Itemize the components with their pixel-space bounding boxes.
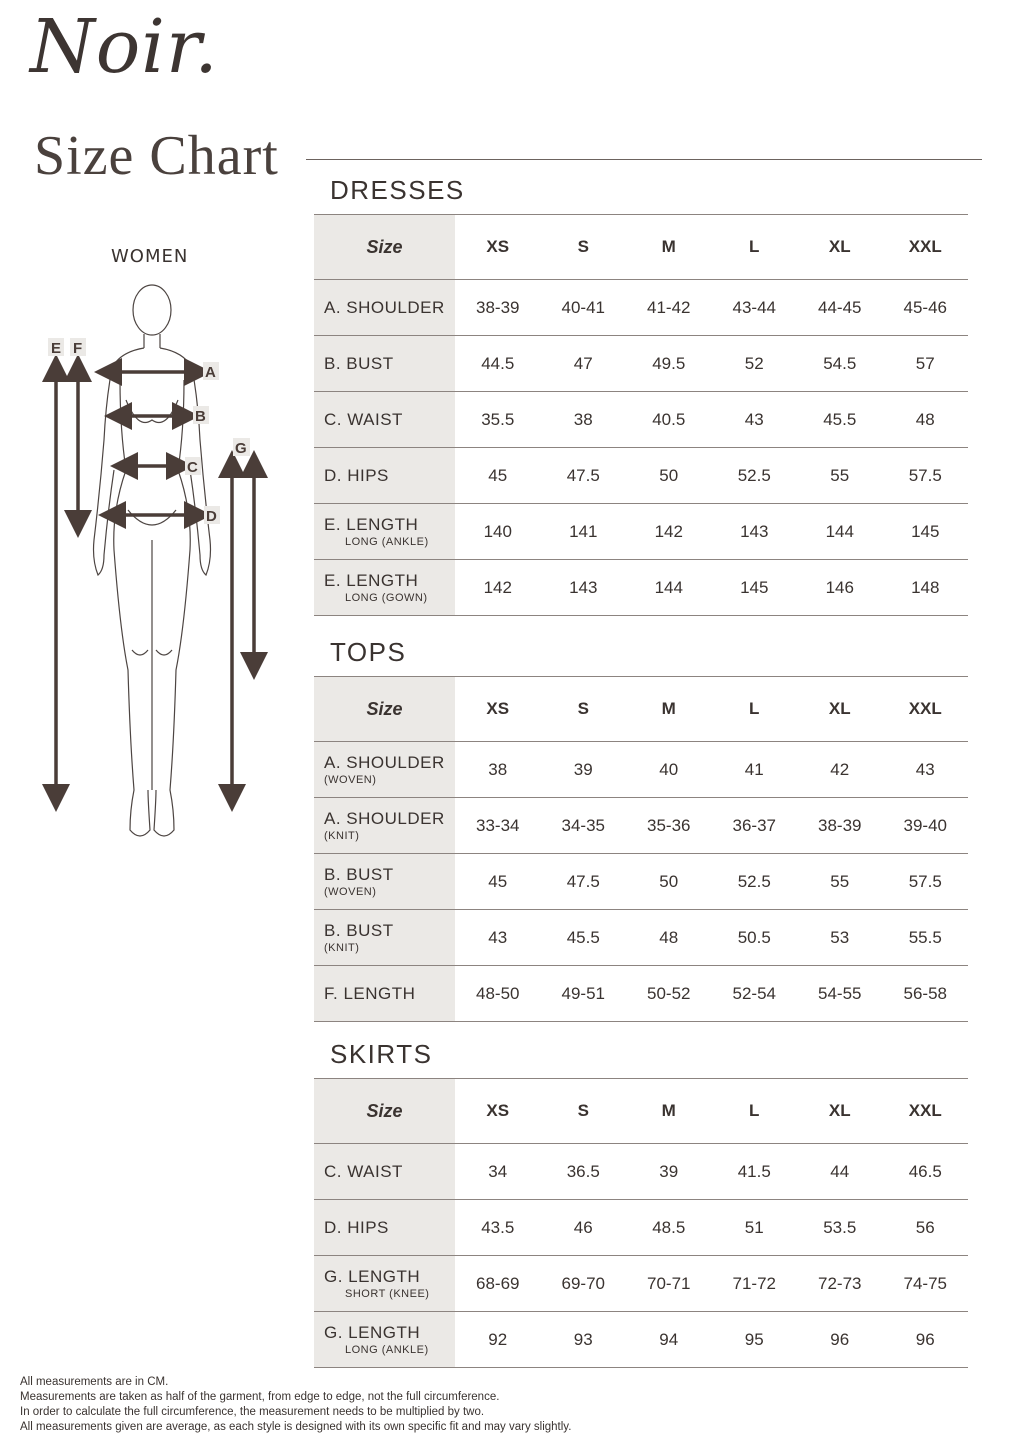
row-label [314,392,455,448]
row-label [314,910,455,966]
row-label [314,1144,455,1200]
dresses-table [314,214,968,616]
cell: 52.5 [712,854,798,910]
cell: 46.5 [883,1144,969,1200]
cell: 41-42 [626,280,712,336]
cell: 43 [455,910,541,966]
table-row [314,798,968,854]
section-title-dresses: DRESSES [330,175,465,205]
cell: 39 [626,1144,712,1200]
cell: 41.5 [712,1144,798,1200]
measure-label: B. BUST [324,865,394,884]
footnote-line: All measurements given are average, as each style is designed with its own specific fit and may vary slightly. [20,1421,572,1433]
cell: 45.5 [541,910,627,966]
cell: 95 [712,1312,798,1368]
col-xs: XS [455,1079,541,1144]
cell: 45 [455,854,541,910]
cell: 145 [712,560,798,616]
cell: 38 [541,392,627,448]
col-m: M [626,677,712,742]
cell: 41 [712,742,798,798]
measure-label: G. LENGTH [324,1267,421,1286]
row-label [314,742,455,798]
col-s: S [541,1079,627,1144]
cell: 68-69 [455,1256,541,1312]
footnotes [20,1375,571,1435]
cell: 39-40 [883,798,969,854]
col-xs: XS [455,677,541,742]
marker-b: B [195,408,206,425]
cell: 36.5 [541,1144,627,1200]
cell: 45-46 [883,280,969,336]
marker-d: D [206,508,217,525]
table-row [314,742,968,798]
table-row [314,560,968,616]
cell: 144 [797,504,883,560]
cell: 71-72 [712,1256,798,1312]
measure-label: B. BUST [324,921,394,940]
measure-label: E. LENGTH [324,571,419,590]
cell: 52.5 [712,448,798,504]
col-xxl: XXL [883,677,969,742]
cell: 33-34 [455,798,541,854]
brand-logo: Noir. [30,4,219,90]
cell: 36-37 [712,798,798,854]
table-row [314,280,968,336]
col-xxl: XXL [883,1079,969,1144]
cell: 45 [455,448,541,504]
measure-label: A. SHOULDER [324,297,445,317]
row-label [314,1312,455,1368]
col-l: L [712,677,798,742]
row-label [314,448,455,504]
cell: 53.5 [797,1200,883,1256]
cell: 145 [883,504,969,560]
marker-a: A [205,364,216,381]
cell: 146 [797,560,883,616]
cell: 48.5 [626,1200,712,1256]
cell: 44 [797,1144,883,1200]
table-row [314,448,968,504]
table-header-row [314,1079,968,1144]
cell: 47.5 [541,448,627,504]
cell: 49-51 [541,966,627,1022]
cell: 43.5 [455,1200,541,1256]
cell: 43 [883,742,969,798]
table-header-row [314,215,968,280]
marker-g: G [235,440,247,457]
cell: 46 [541,1200,627,1256]
cell: 55 [797,448,883,504]
skirts-table [314,1078,968,1368]
body-measurement-figure [20,270,280,850]
cell: 56-58 [883,966,969,1022]
col-xl: XL [797,1079,883,1144]
cell: 57.5 [883,448,969,504]
cell: 142 [626,504,712,560]
cell: 142 [455,560,541,616]
measure-label: F. LENGTH [324,983,416,1003]
cell: 49.5 [626,336,712,392]
cell: 39 [541,742,627,798]
table-row [314,854,968,910]
cell: 34-35 [541,798,627,854]
col-l: L [712,1079,798,1144]
section-title-tops: TOPS [330,637,407,667]
cell: 54.5 [797,336,883,392]
cell: 74-75 [883,1256,969,1312]
table-row [314,504,968,560]
cell: 92 [455,1312,541,1368]
cell: 70-71 [626,1256,712,1312]
size-header: Size [314,1079,455,1144]
cell: 50 [626,854,712,910]
page-title: Size Chart [34,125,279,187]
cell: 47 [541,336,627,392]
cell: 96 [883,1312,969,1368]
col-l: L [712,215,798,280]
cell: 53 [797,910,883,966]
col-m: M [626,1079,712,1144]
table-row [314,966,968,1022]
marker-c: C [187,459,198,476]
cell: 40 [626,742,712,798]
cell: 42 [797,742,883,798]
measure-sublabel: LONG (ANKLE) [345,1344,429,1356]
cell: 143 [541,560,627,616]
cell: 48 [883,392,969,448]
cell: 44-45 [797,280,883,336]
cell: 57.5 [883,854,969,910]
marker-f: F [73,340,83,357]
footnote-line: All measurements are in CM. [20,1376,169,1388]
cell: 47.5 [541,854,627,910]
col-s: S [541,677,627,742]
measure-sublabel: (KNIT) [324,942,360,954]
row-label [314,798,455,854]
table-row [314,910,968,966]
cell: 55.5 [883,910,969,966]
cell: 35.5 [455,392,541,448]
cell: 96 [797,1312,883,1368]
cell: 51 [712,1200,798,1256]
size-header: Size [314,677,455,742]
measure-sublabel: SHORT (KNEE) [345,1288,430,1300]
cell: 38-39 [797,798,883,854]
footnote-line: Measurements are taken as half of the garment, from edge to edge, not the full circumference. [20,1391,500,1403]
row-label [314,336,455,392]
measure-sublabel: (KNIT) [324,830,360,842]
row-label [314,504,455,560]
cell: 38-39 [455,280,541,336]
cell: 43 [712,392,798,448]
measure-label: G. LENGTH [324,1323,421,1342]
measure-label: D. HIPS [324,465,389,485]
cell: 52-54 [712,966,798,1022]
measure-sublabel: (WOVEN) [324,774,377,786]
cell: 148 [883,560,969,616]
measure-sublabel: LONG (ANKLE) [345,536,429,548]
cell: 54-55 [797,966,883,1022]
table-row [314,1144,968,1200]
row-label [314,854,455,910]
col-xl: XL [797,215,883,280]
cell: 57 [883,336,969,392]
cell: 45.5 [797,392,883,448]
cell: 144 [626,560,712,616]
cell: 50.5 [712,910,798,966]
footnote-line: In order to calculate the full circumference, the measurement needs to be multiplied by two. [20,1406,485,1418]
cell: 140 [455,504,541,560]
cell: 38 [455,742,541,798]
table-row [314,1256,968,1312]
title-divider [306,159,982,160]
table-row [314,336,968,392]
cell: 48-50 [455,966,541,1022]
col-xxl: XXL [883,215,969,280]
cell: 44.5 [455,336,541,392]
cell: 48 [626,910,712,966]
cell: 50-52 [626,966,712,1022]
measure-sublabel: LONG (GOWN) [345,592,428,604]
col-xs: XS [455,215,541,280]
cell: 35-36 [626,798,712,854]
cell: 52 [712,336,798,392]
marker-e: E [51,340,62,357]
measure-label: B. BUST [324,353,394,373]
row-label [314,1200,455,1256]
row-label [314,560,455,616]
measure-label: D. HIPS [324,1217,389,1237]
col-xl: XL [797,677,883,742]
table-row [314,1200,968,1256]
cell: 43-44 [712,280,798,336]
measure-label: C. WAIST [324,1161,403,1181]
col-m: M [626,215,712,280]
size-header: Size [314,215,455,280]
cell: 93 [541,1312,627,1368]
cell: 34 [455,1144,541,1200]
cell: 55 [797,854,883,910]
cell: 141 [541,504,627,560]
body-outline [94,285,211,836]
cell: 50 [626,448,712,504]
cell: 94 [626,1312,712,1368]
table-header-row [314,677,968,742]
cell: 72-73 [797,1256,883,1312]
row-label [314,966,455,1022]
cell: 56 [883,1200,969,1256]
row-label [314,1256,455,1312]
cell: 40.5 [626,392,712,448]
cell: 143 [712,504,798,560]
table-row [314,1312,968,1368]
measure-label: A. SHOULDER [324,809,445,828]
figure-label: WOMEN [111,246,189,267]
measure-label: E. LENGTH [324,515,419,534]
tops-table [314,676,968,1022]
col-s: S [541,215,627,280]
cell: 69-70 [541,1256,627,1312]
measure-label: C. WAIST [324,409,403,429]
table-row [314,392,968,448]
measure-label: A. SHOULDER [324,753,445,772]
measure-sublabel: (WOVEN) [324,886,377,898]
section-title-skirts: SKIRTS [330,1039,433,1069]
cell: 40-41 [541,280,627,336]
row-label [314,280,455,336]
